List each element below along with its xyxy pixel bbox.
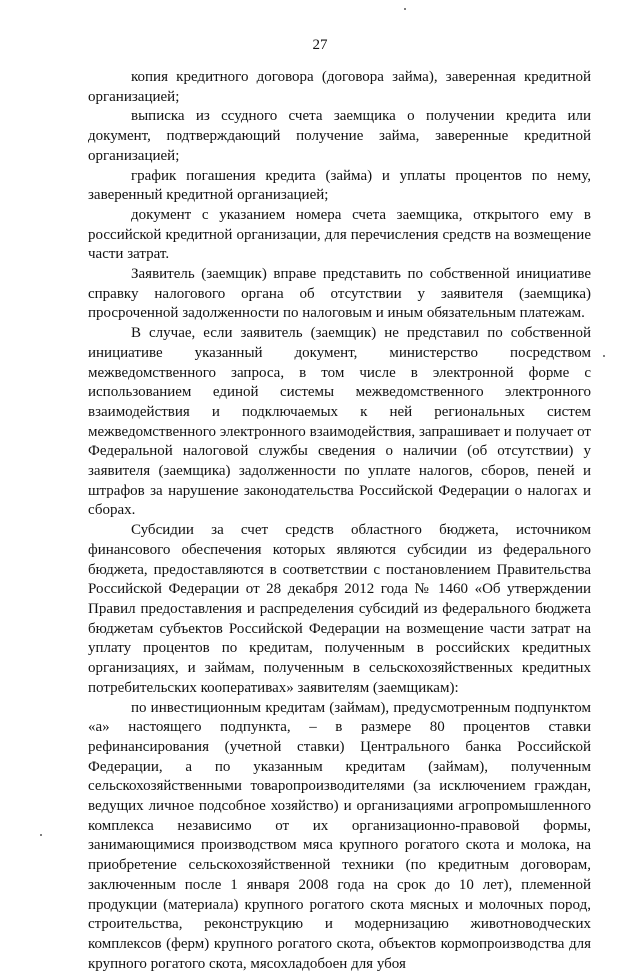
paragraph: по инвестиционным кредитам (займам), предусмотренным подпунктом «а» настоящего подпункта, – в размере 80 процентов ставки рефинансирования (учетной ставки) Центрального банка Российской Федерации, а по указанным кредитам (займам), полученным сельскохозяйственными товаропроизводителями (за исключением граждан, ведущих личное подсобное хозяйство) и организациями агропромышленного комплекса независимо от их организационно-правовой формы, занимающимися производством мяса крупного рогатого скота и молока, на приобретение сельскохозяйственной техники (по кредитным договорам, заключенным после 1 января 2008 года на срок до 10 лет), племенной продукции (материала) крупного рогатого скота мясных и молочных пород, строительства, реконструкцию и модернизацию животноводческих комплексов (ферм) крупного рогатого скота, объектов кормопроизводства для крупного рогатого скота, мясохладобоен для убоя xyxy=(88,699,591,974)
scan-speck xyxy=(404,8,406,10)
scan-speck xyxy=(40,834,42,836)
paragraph: выписка из ссудного счета заемщика о получении кредита или документ, подтверждающий получение займа, заверенные кредитной организацией; xyxy=(88,107,591,166)
paragraph: Субсидии за счет средств областного бюджета, источником финансового обеспечения которых являются субсидии из федерального бюджета, предоставляются в соответствии с постановлением Правительства Российской Федерации от 28 декабря 2012 года № 1460 «Об утверждении Правил предоставления и распределения субсидий из федерального бюджета бюджетам субъектов Российской Федерации на возмещение части затрат на уплату процентов по кредитам, полученным в российских кредитных организациях, и займам, полученным в сельскохозяйственных кредитных потребительских кооперативах» заявителям (заемщикам): xyxy=(88,521,591,698)
paragraph: Заявитель (заемщик) вправе представить по собственной инициативе справку налогового органа об отсутствии у заявителя (заемщика) просроченной задолженности по налоговым и иным обязательным платежам. xyxy=(88,265,591,324)
document-body xyxy=(88,68,591,974)
paragraph: документ с указанием номера счета заемщика, открытого ему в российской кредитной организации, для перечисления средств на возмещение части затрат. xyxy=(88,206,591,265)
paragraph: график погашения кредита (займа) и уплаты процентов по нему, заверенный кредитной организацией; xyxy=(88,167,591,206)
scan-speck xyxy=(603,355,605,357)
page-number: 27 xyxy=(0,36,640,54)
paragraph: копия кредитного договора (договора займа), заверенная кредитной организацией; xyxy=(88,68,591,107)
paragraph: В случае, если заявитель (заемщик) не представил по собственной инициативе указанный документ, министерство посредством межведомственного запроса, в том числе в электронной форме с использованием единой системы межведомственного электронного взаимодействия и подключаемых к ней региональных систем межведомственного электронного взаимодействия, запрашивает и получает от Федеральной налоговой службы сведения о наличии (об отсутствии) у заявителя (заемщика) задолженности по уплате налогов, сборов, пеней и штрафов за нарушение законодательства Российской Федерации о налогах и сборах. xyxy=(88,324,591,521)
